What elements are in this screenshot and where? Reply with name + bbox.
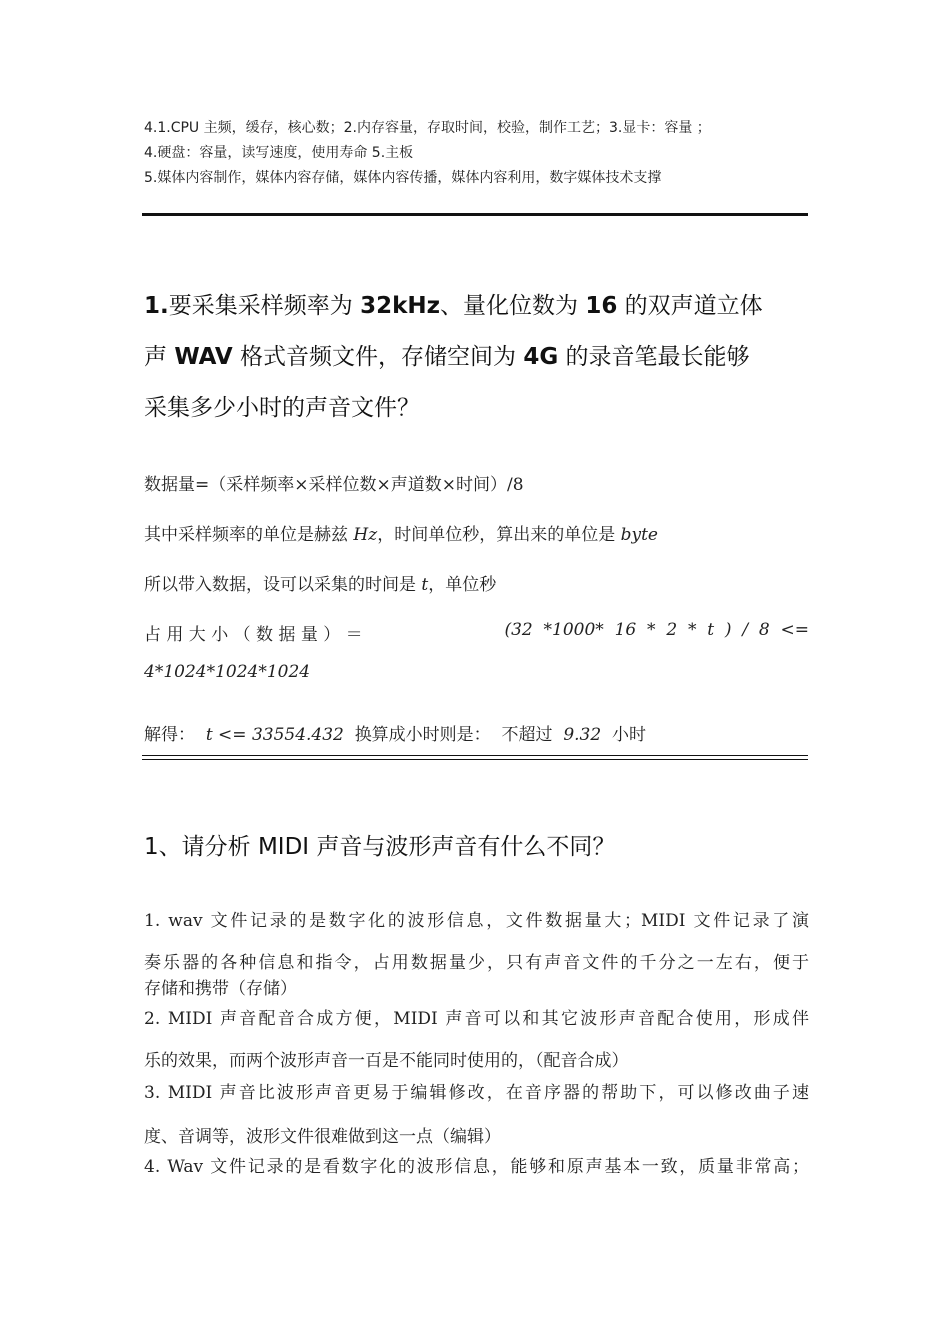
question-text: 的录音笔最长能够	[558, 344, 750, 370]
result-line	[144, 720, 646, 745]
substitute-line	[144, 570, 496, 595]
units-text: ，时间单位秒，算出来的单位是	[377, 525, 621, 545]
question-2-heading: 1、请分析 MIDI 声音与波形声音有什么不同？	[144, 834, 616, 860]
substitute-text: 所以带入数据，设可以采集的时间是	[144, 575, 422, 595]
units-byte: byte	[620, 525, 658, 545]
storage-value: 4G	[523, 344, 559, 370]
answer-line-2: 4.硬盘：容量，读写速度，使用寿命 5.主板	[144, 145, 414, 161]
answer-line-3: 5.媒体内容制作，媒体内容存储，媒体内容传播，媒体内容利用，数字媒体技术支撑	[144, 170, 662, 186]
question-1-heading	[144, 281, 814, 434]
previous-answers-block	[144, 116, 814, 191]
answer-2-line-1: 2. MIDI 声音配音合成方便，MIDI 声音可以和其它波形声音配合使用，形成伴	[144, 1009, 809, 1029]
answer-line-1: 4.1.CPU 主频，缓存，核心数；2.内存容量，存取时间，校验，制作工艺；3.显卡：容量 ；	[144, 120, 711, 136]
question-1-line-1	[144, 281, 814, 332]
question-text: 、量化位数为	[440, 293, 586, 319]
question-1-line-3: 采集多少小时的声音文件？	[144, 395, 420, 421]
result-mid: 换算成小时则是：	[354, 725, 491, 745]
result-limit: 不超过	[501, 725, 553, 745]
question-text: 声	[144, 344, 175, 370]
question-text: 要采集采样频率为	[168, 293, 361, 319]
answer-1-line-2: 奏乐器的各种信息和指令，占用数据量少，只有声音文件的千分之一左右，便于	[144, 953, 809, 973]
answer-4-line-1: 4. Wav 文件记录的是看数字化的波形信息，能够和原声基本一致，质量非常高；	[144, 1157, 809, 1177]
question-number: 1.	[144, 293, 169, 319]
sample-rate-value: 32kHz	[360, 293, 441, 319]
variable-t: t	[421, 575, 429, 595]
answer-3-line-1: 3. MIDI 声音比波形声音更易于编辑修改，在音序器的帮助下，可以修改曲子速	[144, 1083, 809, 1103]
answer-3-line-2: 度、音调等，波形文件很难做到这一点（编辑）	[144, 1127, 501, 1147]
question-text: 的双声道立体	[617, 293, 763, 319]
result-value: t <= 33554.432	[205, 725, 344, 745]
size-equation-line	[144, 620, 809, 645]
substitute-text: ，单位秒	[428, 575, 497, 595]
question-text: 格式音频文件，存储空间为	[232, 344, 524, 370]
result-unit: 小时	[611, 725, 646, 745]
section-divider-double	[142, 755, 808, 760]
answer-1-line-1: 1. wav 文件记录的是数字化的波形信息，文件数据量大；MIDI 文件记录了演	[144, 911, 809, 931]
answer-2-line-2: 乐的效果，而两个波形声音一百是不能同时使用的，（配音合成）	[144, 1051, 629, 1071]
formula-line: 数据量=（采样频率×采样位数×声道数×时间）/8	[144, 475, 524, 495]
size-expression-cont: 4*1024*1024*1024	[144, 662, 311, 682]
units-hz: Hz	[353, 525, 378, 545]
units-text: 其中采样频率的单位是赫兹	[144, 525, 354, 545]
format-value: WAV	[174, 344, 233, 370]
units-line	[144, 520, 658, 545]
bit-depth-value: 16	[585, 293, 618, 319]
result-hours: 9.32	[563, 725, 602, 745]
size-expression: (32 *1000* 16 * 2 * t ) / 8 <=	[504, 620, 809, 640]
result-label: 解得：	[144, 725, 195, 745]
section-divider	[142, 213, 808, 216]
size-label: 占 用 大 小 （ 数 据 量 ） ＝	[144, 625, 363, 645]
question-1-line-2	[144, 332, 814, 383]
answer-1-line-3: 存储和携带（存储）	[144, 979, 297, 999]
